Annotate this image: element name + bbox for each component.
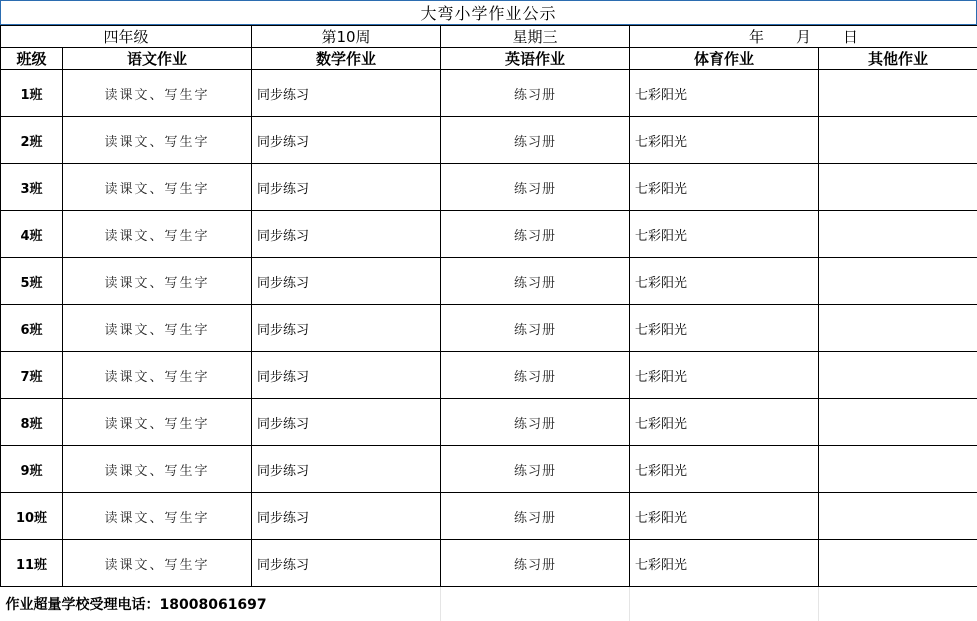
math-cell[interactable]: 同步练习 — [252, 305, 441, 352]
year-label: 年 — [749, 26, 764, 47]
header-other: 其他作业 — [819, 48, 977, 70]
table-row — [1, 540, 977, 587]
week-cell: 第10周 — [252, 26, 441, 48]
other-cell[interactable] — [819, 305, 977, 352]
header-english: 英语作业 — [441, 48, 630, 70]
math-cell[interactable]: 同步练习 — [252, 399, 441, 446]
math-cell[interactable]: 同步练习 — [252, 117, 441, 164]
header-chinese: 语文作业 — [63, 48, 252, 70]
pe-cell[interactable]: 七彩阳光 — [630, 352, 819, 399]
pe-cell[interactable]: 七彩阳光 — [630, 70, 819, 117]
footer-empty-cell — [819, 587, 977, 621]
class-cell[interactable]: 6班 — [1, 305, 63, 352]
math-cell[interactable]: 同步练习 — [252, 164, 441, 211]
pe-cell[interactable]: 七彩阳光 — [630, 211, 819, 258]
pe-cell[interactable]: 七彩阳光 — [630, 258, 819, 305]
info-row — [1, 26, 977, 48]
chinese-cell[interactable]: 读课文、写生字 — [63, 305, 252, 352]
pe-cell[interactable]: 七彩阳光 — [630, 305, 819, 352]
chinese-cell[interactable]: 读课文、写生字 — [63, 399, 252, 446]
table-row — [1, 352, 977, 399]
table-row — [1, 446, 977, 493]
math-cell[interactable]: 同步练习 — [252, 211, 441, 258]
english-cell[interactable]: 练习册 — [441, 258, 630, 305]
sheet-title: 大弯小学作业公示 — [0, 0, 977, 25]
chinese-cell[interactable]: 读课文、写生字 — [63, 164, 252, 211]
class-cell[interactable]: 7班 — [1, 352, 63, 399]
date-cell — [630, 26, 977, 48]
footer-empty-cell — [630, 587, 819, 621]
pe-cell[interactable]: 七彩阳光 — [630, 540, 819, 587]
english-cell[interactable]: 练习册 — [441, 446, 630, 493]
chinese-cell[interactable]: 读课文、写生字 — [63, 70, 252, 117]
other-cell[interactable] — [819, 446, 977, 493]
month-label: 月 — [796, 26, 811, 47]
day-label: 日 — [843, 26, 858, 47]
footer-row — [1, 587, 977, 621]
table-row — [1, 211, 977, 258]
math-cell[interactable]: 同步练习 — [252, 540, 441, 587]
math-cell[interactable]: 同步练习 — [252, 493, 441, 540]
class-cell[interactable]: 11班 — [1, 540, 63, 587]
class-cell[interactable]: 1班 — [1, 70, 63, 117]
english-cell[interactable]: 练习册 — [441, 70, 630, 117]
other-cell[interactable] — [819, 493, 977, 540]
class-cell[interactable]: 10班 — [1, 493, 63, 540]
table-row — [1, 117, 977, 164]
table-row — [1, 70, 977, 117]
other-cell[interactable] — [819, 211, 977, 258]
footer-empty-cell — [441, 587, 630, 621]
english-cell[interactable]: 练习册 — [441, 305, 630, 352]
class-cell[interactable]: 8班 — [1, 399, 63, 446]
header-row — [1, 48, 977, 70]
math-cell[interactable]: 同步练习 — [252, 70, 441, 117]
header-pe: 体育作业 — [630, 48, 819, 70]
math-cell[interactable]: 同步练习 — [252, 352, 441, 399]
chinese-cell[interactable]: 读课文、写生字 — [63, 352, 252, 399]
math-cell[interactable]: 同步练习 — [252, 446, 441, 493]
other-cell[interactable] — [819, 70, 977, 117]
other-cell[interactable] — [819, 258, 977, 305]
english-cell[interactable]: 练习册 — [441, 211, 630, 258]
pe-cell[interactable]: 七彩阳光 — [630, 399, 819, 446]
other-cell[interactable] — [819, 164, 977, 211]
table-row — [1, 164, 977, 211]
chinese-cell[interactable]: 读课文、写生字 — [63, 258, 252, 305]
pe-cell[interactable]: 七彩阳光 — [630, 493, 819, 540]
english-cell[interactable]: 练习册 — [441, 399, 630, 446]
grade-cell: 四年级 — [1, 26, 252, 48]
other-cell[interactable] — [819, 399, 977, 446]
table-row — [1, 399, 977, 446]
other-cell[interactable] — [819, 540, 977, 587]
chinese-cell[interactable]: 读课文、写生字 — [63, 493, 252, 540]
other-cell[interactable] — [819, 352, 977, 399]
homework-table — [0, 25, 977, 621]
chinese-cell[interactable]: 读课文、写生字 — [63, 540, 252, 587]
header-class: 班级 — [1, 48, 63, 70]
other-cell[interactable] — [819, 117, 977, 164]
english-cell[interactable]: 练习册 — [441, 493, 630, 540]
class-cell[interactable]: 5班 — [1, 258, 63, 305]
table-row — [1, 305, 977, 352]
pe-cell[interactable]: 七彩阳光 — [630, 164, 819, 211]
class-cell[interactable]: 4班 — [1, 211, 63, 258]
weekday-cell: 星期三 — [441, 26, 630, 48]
pe-cell[interactable]: 七彩阳光 — [630, 446, 819, 493]
pe-cell[interactable]: 七彩阳光 — [630, 117, 819, 164]
english-cell[interactable]: 练习册 — [441, 164, 630, 211]
chinese-cell[interactable]: 读课文、写生字 — [63, 211, 252, 258]
class-cell[interactable]: 2班 — [1, 117, 63, 164]
class-cell[interactable]: 3班 — [1, 164, 63, 211]
english-cell[interactable]: 练习册 — [441, 117, 630, 164]
header-math: 数学作业 — [252, 48, 441, 70]
class-cell[interactable]: 9班 — [1, 446, 63, 493]
chinese-cell[interactable]: 读课文、写生字 — [63, 117, 252, 164]
english-cell[interactable]: 练习册 — [441, 540, 630, 587]
english-cell[interactable]: 练习册 — [441, 352, 630, 399]
chinese-cell[interactable]: 读课文、写生字 — [63, 446, 252, 493]
table-row — [1, 493, 977, 540]
math-cell[interactable]: 同步练习 — [252, 258, 441, 305]
table-row — [1, 258, 977, 305]
complaint-hotline: 作业超量学校受理电话：18008061697 — [1, 587, 441, 621]
